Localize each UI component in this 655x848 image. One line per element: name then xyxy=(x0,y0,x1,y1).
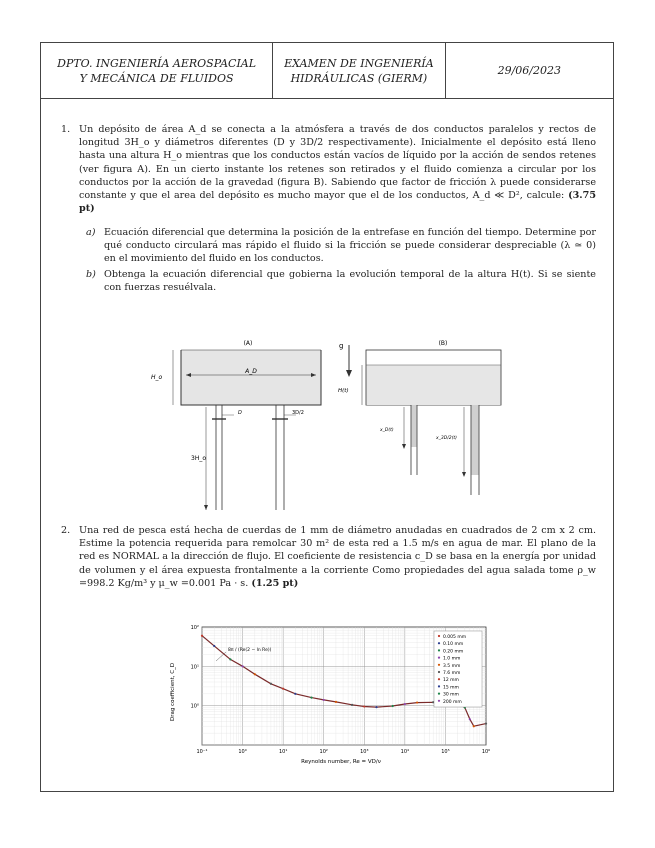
figure-3d2-label: 3D/2 xyxy=(292,410,304,416)
legend-label: 0.005 mm xyxy=(443,635,467,640)
exam-title-line-2: HIDRÁULICAS (GIERM) xyxy=(290,71,428,85)
department-line-1: DPTO. INGENIERÍA AEROSPACIAL xyxy=(57,56,257,70)
data-point xyxy=(241,665,243,667)
problem-1b-text: Obtenga la ecuación diferencial que gobierna la evolución temporal de la altura H(t). Si se siente con fuerzas resuélvala. xyxy=(104,269,596,294)
gravity-label: g xyxy=(339,342,344,350)
legend-label: 0.20 mm xyxy=(443,649,464,655)
figure-ad-label: A_D xyxy=(245,368,257,375)
data-point xyxy=(392,705,394,707)
department-cell xyxy=(41,43,273,98)
data-point xyxy=(469,718,471,720)
legend-marker xyxy=(438,657,440,659)
figure-xd-label: x_D(t) xyxy=(380,428,394,433)
y-tick-label: 10⁰ xyxy=(190,703,199,710)
problem-1a-text: Ecuación diferencial que determina la posición de la entrefase en función del tiempo. Determine por qué conducto circulará mas rápido el fluido si la fricción se puede considerar despreciable (λ ≃ 0) en el movimiento del fluido en los conductos. xyxy=(104,227,596,265)
legend-label: 1.0 mm xyxy=(443,656,461,662)
chart-annotation: 8π / (Re(2 − ln Re)) xyxy=(228,648,272,653)
drag-coefficient-chart xyxy=(166,617,496,767)
tank-b xyxy=(362,350,501,495)
data-point xyxy=(363,705,365,707)
gravity-arrow-icon xyxy=(346,370,352,377)
problem-2-points: (1.25 pt) xyxy=(251,577,299,589)
problem-1b-label: b) xyxy=(86,269,96,280)
page-frame xyxy=(40,42,614,792)
data-point xyxy=(335,701,337,703)
x-tick-label: 10⁵ xyxy=(441,749,450,755)
problem-1-number: 1. xyxy=(61,124,71,135)
date-cell xyxy=(446,43,613,98)
legend-marker xyxy=(438,693,440,695)
exam-title-line-1: EXAMEN DE INGENIERÍA xyxy=(284,56,434,70)
problem-1-statement xyxy=(79,123,596,215)
data-point xyxy=(375,706,377,708)
data-point xyxy=(254,673,256,675)
legend-label: 3.5 mm xyxy=(443,663,461,669)
chart-ylabel: Drag coefficient, C_D xyxy=(170,662,176,722)
x-tick-label: 10⁰ xyxy=(238,749,247,755)
problem-1-text: Un depósito de área A_d se conecta a la atmósfera a través de dos conductos paralelos y rectos de longitud 3H_o y diámetros diferentes (D y 3D/2 respectivamente). Inicialmente el depósito está lleno hasta una altura H_o mientras que los conductos están vacíos de líquido por la acción de sendos retenes (ver figura A). En un cierto instante los retenes son retirados y el fluido comienza a circular por los conductos por la acción de la gravedad (figura B). Sabiendo que factor de fricción λ puede considerarse constante y que el area del depósito es mucho mayor que el de los conductos, A_d ≪ D², calcule: xyxy=(79,124,596,202)
x-tick-label: 10¹ xyxy=(278,749,288,755)
problem-2-text: Una red de pesca está hecha de cuerdas de 1 mm de diámetro anudadas en cuadrados de 2 cm x 2 cm. Estime la potencia requerida para remolcar 30 m² de esta red a 1.5 m/s en agua de mar. El plano de la red es NORMAL a la dirección de flujo. El coeficiente de resistencia c_D se basa en la energía por unidad de volumen y el área expuesta frontalmente a la corriente Como propiedades del agua salada tome ρ_w =998.2 Kg/m³ y μ_w =0.001 Pa · s. xyxy=(79,525,596,589)
figure-d-label: D xyxy=(238,410,242,416)
data-point xyxy=(404,703,406,705)
figure-ht-label: H(t) xyxy=(338,388,349,394)
data-point xyxy=(473,725,475,727)
problem-1a-label: a) xyxy=(86,227,96,238)
chart-xlabel: Reynolds number, Re = VD/ν xyxy=(301,759,381,765)
problem-2-statement xyxy=(79,524,596,590)
data-point xyxy=(310,697,312,699)
legend-label: 7.6 mm xyxy=(443,671,461,676)
figure-x3d2-label: x_3D/2(t) xyxy=(436,436,457,441)
chart-legend xyxy=(434,631,482,707)
figure-a-label: (A) xyxy=(243,340,253,347)
x-tick-label: 10⁴ xyxy=(400,749,410,755)
legend-label: 200 mm xyxy=(443,699,462,705)
figure-b-label: (B) xyxy=(438,340,448,347)
y-tick-label: 10¹ xyxy=(190,664,199,671)
legend-marker xyxy=(438,685,440,687)
x-tick-label: 10⁶ xyxy=(481,749,491,755)
exam-title-cell xyxy=(273,43,445,98)
y-tick-label: 10² xyxy=(190,625,199,631)
legend-marker xyxy=(438,649,440,651)
data-point xyxy=(416,701,418,703)
legend-marker xyxy=(438,700,440,702)
data-point xyxy=(201,635,203,637)
data-point xyxy=(270,683,272,685)
tank-figure xyxy=(136,335,516,515)
figure-ho-label: H_o xyxy=(151,374,163,381)
legend-marker xyxy=(438,642,440,644)
legend-marker xyxy=(438,678,440,680)
problem-2-number: 2. xyxy=(61,525,71,536)
exam-date: 29/06/2023 xyxy=(497,64,561,77)
figure-3ho-label: 3H_o xyxy=(191,455,206,462)
legend-label: 30 mm xyxy=(443,692,459,698)
department-line-2: Y MECÁNICA DE FLUIDOS xyxy=(79,71,234,85)
legend-marker xyxy=(438,671,440,673)
data-point xyxy=(213,645,215,647)
data-point xyxy=(229,658,231,660)
legend-label: 12 mm xyxy=(443,678,459,684)
x-tick-label: 10² xyxy=(319,749,328,755)
x-tick-label: 10³ xyxy=(360,749,369,755)
legend-marker xyxy=(438,664,440,666)
exam-header xyxy=(41,43,613,99)
problem-1-points: (3.75 pt) xyxy=(79,190,596,215)
data-point xyxy=(351,704,353,706)
legend-label: 15 mm xyxy=(443,685,459,691)
data-point xyxy=(282,688,284,690)
data-point xyxy=(485,723,487,725)
x-tick-label: 10⁻¹ xyxy=(196,749,208,755)
data-point xyxy=(294,693,296,695)
legend-marker xyxy=(438,635,440,637)
legend-label: 0.10 mm xyxy=(443,642,464,648)
data-point xyxy=(323,699,325,701)
